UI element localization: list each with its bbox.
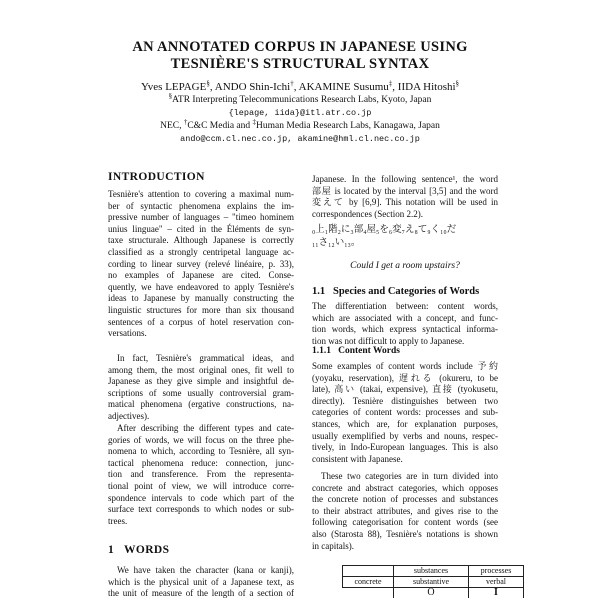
categories-table <box>342 565 524 598</box>
intro-paragraph-1 <box>108 189 294 340</box>
table-header-cell <box>343 566 394 577</box>
affiliation-text: Human Media Research Labs, Kanagawa, Japan <box>256 121 440 131</box>
affiliation-text: NEC, <box>160 121 184 131</box>
section-number: 1 <box>108 544 115 556</box>
text-line: to their abstract attributes, and gives rise to the <box>312 505 498 516</box>
right-paragraph-4 <box>312 471 498 552</box>
text-line: matical phenomena (ergative constructions, na- <box>108 399 294 410</box>
section-title: Species and Categories of Words <box>333 286 480 297</box>
affiliation-atr <box>0 91 600 107</box>
text-line: tion words, which express syntactical informa- <box>312 324 498 335</box>
section-heading-words <box>108 544 169 556</box>
author-list: Yves LEPAGE§, ANDO Shin-Ichi†, AKAMINE Susumu‡, IIDA Hitoshi§ <box>140 79 460 93</box>
text-line: classified as a strongly centripetal language ac- <box>108 246 294 257</box>
text-line: categories of content words: processes and sub- <box>312 407 498 418</box>
text-line: versations. <box>108 328 147 339</box>
example-line: ₁₁さ₁₂い₁₃。 <box>312 238 361 248</box>
text-line: the concrete notion of processes and substances <box>312 494 498 505</box>
example-translation: Could I get a room upstairs? <box>350 261 460 271</box>
table-cell: substantive <box>394 577 469 588</box>
text-line: gories of words, we will focus on the three phe- <box>108 434 294 445</box>
text-line: trees. <box>108 515 128 526</box>
table-cell: I <box>469 588 524 599</box>
section-heading-introduction: INTRODUCTION <box>108 171 205 183</box>
text-line: correspondences (Section 2.2). <box>312 208 423 219</box>
text-line: directly). Tesnière distinguishes between two <box>312 395 498 406</box>
subsection-heading-1-1 <box>312 286 479 297</box>
intro-paragraph-2 <box>108 353 294 423</box>
author: IIDA Hitoshi <box>397 81 456 93</box>
text-line: After describing the different types and cate- <box>117 423 294 433</box>
text-line: the unit of measure of the length of a section of <box>108 588 294 599</box>
table-cell <box>343 588 394 599</box>
text-line: concrete and abstract categories, which opposes <box>312 482 498 493</box>
nec-email: ando@ccm.cl.nec.co.jp, akamine@hml.cl.nec.co.jp <box>180 134 420 144</box>
text-line: scriptions of some usually controversial gram- <box>108 387 294 398</box>
text-line: The differentiation between: content words, <box>312 301 498 311</box>
text-line: Some examples of content words include 予約 <box>312 361 498 371</box>
section-number: 1.1 <box>312 286 326 297</box>
section-title: Content Words <box>338 346 400 356</box>
right-paragraph-1 <box>312 174 498 220</box>
paper-title <box>0 39 600 73</box>
text-line: We have taken the character (kana or kanji), <box>117 565 294 575</box>
text-line: stances, which are, for explanation purposes, <box>312 418 498 429</box>
text-line: nomena to which, according to Tesnière, all syn- <box>108 446 294 457</box>
table-cell: verbal <box>469 577 524 588</box>
affiliation-nec <box>0 117 600 133</box>
text-line: 変えて by [6,9]. This notation will be used in <box>312 197 498 208</box>
text-line: tion and transference. From the representa- <box>108 469 294 480</box>
text-line: spondence intervals to code which part of the <box>108 492 294 503</box>
affiliation-text: C&C Media and <box>187 121 253 131</box>
text-line: which is the physical unit of a Japanese text, as <box>108 576 294 587</box>
affiliation-text: ATR Interpreting Telecommunications Research Labs, Kyoto, Japan <box>172 95 432 105</box>
text-line: also (Starosta 88), Tesnière's notations is shown <box>312 528 498 539</box>
text-line: tactical phenomena reduce: connection, junc- <box>108 457 294 468</box>
text-line: which are associated with a concept, and func- <box>312 312 498 323</box>
intro-paragraph-3 <box>108 423 294 527</box>
text-line: pressive number of languages – "timeo hominem <box>108 212 294 223</box>
text-line: ber of syntactic phenomena explains the im- <box>108 200 294 211</box>
text-line: Japanese as they give simple and insightful de- <box>108 376 294 387</box>
text-line: quently, we have endeavored to apply Tesnière's <box>108 281 294 292</box>
text-line: ideas to Japanese by manually constructing the <box>108 293 294 304</box>
text-line: 部屋 is located by the interval [3,5] and the word <box>312 185 498 196</box>
text-line: These two categories are in turn divided into <box>321 471 498 481</box>
text-line: unius linguae" – cited in the Éléments de syn- <box>108 223 294 234</box>
text-line: surface text corresponds to which nodes or sub- <box>108 504 294 515</box>
subsubsection-heading-1-1-1 <box>312 346 400 356</box>
text-line: usually exemplified by verbs and nouns, respec- <box>312 430 498 441</box>
affiliation-mark: ‡ <box>252 117 257 126</box>
title-line-2: TESNIÈRE'S STRUCTURAL SYNTAX <box>170 56 430 72</box>
table-header-cell: substances <box>394 566 469 577</box>
author: Yves LEPAGE <box>140 81 207 93</box>
text-line: taxe structurale. Although Japanese is correctly <box>108 235 294 246</box>
text-line: following categorisation for content words (see <box>312 517 498 528</box>
text-line: Japanese. In the following sentence¹, the word <box>312 174 498 184</box>
text-line: in capitals). <box>312 540 354 551</box>
text-line: cording to linear survey (relevé linéaire, p. 33), <box>108 258 294 269</box>
right-paragraph-2 <box>312 301 498 347</box>
affiliation-mark: § <box>168 91 173 100</box>
author-mark: § <box>206 79 210 88</box>
author-mark: § <box>455 79 460 88</box>
text-line: tion was not difficult to apply to Japanese. <box>312 335 465 346</box>
text-line: tively, in Indo-European languages. This is also <box>312 442 498 453</box>
table-header-cell: processes <box>469 566 524 577</box>
right-paragraph-3 <box>312 361 498 465</box>
author: ANDO Shin-Ichi <box>214 81 291 93</box>
example-sentence <box>312 224 498 250</box>
affiliations <box>0 91 600 146</box>
text-line: tional point of view, we will introduce corre- <box>108 480 294 491</box>
affiliation-mark: † <box>183 117 188 126</box>
atr-email: {lepage, iida}@itl.atr.co.jp <box>228 108 372 118</box>
text-line: (yoyaku, reservation), 遅れる (okureru, to be <box>312 372 498 383</box>
section-title: WORDS <box>123 544 170 556</box>
table-cell: concrete <box>343 577 394 588</box>
text-line: sentences of a corpus of hotel reservation con- <box>108 316 294 327</box>
text-line: In fact, Tesnière's grammatical ideas, and <box>117 353 294 363</box>
section-number: 1.1.1 <box>312 346 331 356</box>
text-line: no examples of Japanese are cited. Conse- <box>108 270 294 281</box>
table-cell: O <box>394 588 469 599</box>
text-line: linguistic structures for more than six thousand <box>108 304 294 315</box>
table-row <box>343 588 524 599</box>
text-line: consistent with Japanese. <box>312 453 403 464</box>
table-row <box>343 577 524 588</box>
text-line: among them, the most original ones, fit well to <box>108 364 294 375</box>
title-line-1: AN ANNOTATED CORPUS IN JAPANESE USING <box>132 39 468 55</box>
words-paragraph <box>108 565 294 600</box>
text-line: late), 高い (takai, expensive), 直接 (tyokusetu, <box>312 384 498 395</box>
author-mark: ‡ <box>388 79 393 88</box>
example-line: ₀上₁階₂に₃部₄屋₅を₆変₇え₈て₉く₁₀だ <box>312 225 457 235</box>
text-line: Tesnière's attention to covering a maximal num- <box>108 189 294 199</box>
author: AKAMINE Susumu <box>298 81 389 93</box>
text-line: adjectives). <box>108 410 150 421</box>
author-mark: † <box>290 79 294 88</box>
table-header-row <box>343 566 524 577</box>
